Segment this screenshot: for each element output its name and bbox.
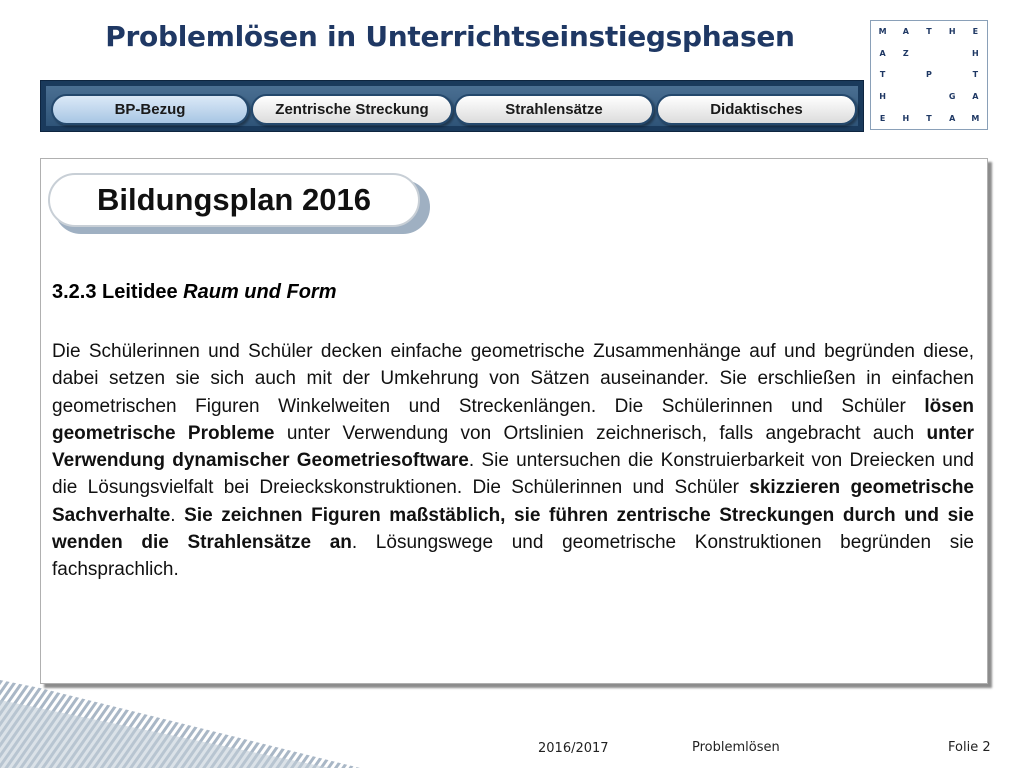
tab-didaktisches[interactable]: Didaktisches [656, 94, 857, 125]
logo-letter: M [971, 113, 980, 123]
logo-letter: H [902, 113, 910, 123]
logo-letter: T [879, 70, 886, 80]
decorative-stripes [0, 680, 360, 768]
logo-letter: H [948, 27, 956, 37]
logo-letter [894, 86, 917, 108]
section-heading-topic: Raum und Form [183, 281, 337, 303]
logo-inner-letter: Z [902, 48, 909, 58]
logo-letter: T [972, 70, 979, 80]
body-text [52, 338, 974, 584]
logo-letter: T [926, 27, 932, 37]
body-text-segment: unter Verwendung von Ortslinien zeichnerisch, falls angebracht auch [274, 422, 927, 444]
logo-letter [917, 86, 940, 108]
logo-letter [941, 64, 964, 86]
logo-letter: A [949, 113, 956, 123]
tab-bp-bezug[interactable]: BP-Bezug [51, 94, 249, 125]
body-text-segment: Die Schülerinnen und Schüler decken einfache geometrische Zusammenhänge auf und begründen diese, dabei setzen sie sich auch mit der Umkehrung von Sätzen auseinander. Sie erschließen in einfachen geometrischen Figuren Winkelweiten und Streckenlängen. Die Schülerinnen und Schüler [52, 341, 974, 417]
body-text-emphasis: unter Verwendung dynamischer Geometriesoftware [52, 422, 974, 472]
body-text-emphasis: lösen geometrische Probleme [52, 395, 974, 444]
footer-slide-number: Folie 2 [948, 740, 991, 755]
logo-letter [917, 43, 940, 65]
logo-letter [941, 43, 964, 65]
bildungsplan-badge: Bildungsplan 2016 [48, 173, 420, 227]
tab-zentrische-streckung[interactable]: Zentrische Streckung [251, 94, 453, 125]
logo-letter: A [879, 48, 886, 58]
logo-letter: H [879, 92, 886, 102]
logo-letter: T [926, 113, 932, 123]
logo-inner-letter: P [926, 70, 932, 80]
navigation-bar-inner [46, 86, 858, 126]
logo-letter: H [972, 48, 979, 58]
logo-letter: E [972, 27, 979, 37]
section-heading [52, 281, 337, 304]
tab-strahlensaetze[interactable]: Strahlensätze [454, 94, 654, 125]
body-text-emphasis: skizzieren geometrische Sachverhalte [52, 477, 974, 526]
logo-inner-letter: G [948, 92, 956, 102]
logo-letter: A [972, 92, 979, 102]
section-heading-number: 3.2.3 Leitidee [52, 281, 184, 303]
navigation-bar [40, 80, 864, 132]
math-logo-grid [870, 20, 988, 130]
logo-letter: M [878, 27, 887, 37]
slide-title: Problemlösen in Unterrichtseinstiegsphasen [105, 20, 795, 53]
logo-letter [894, 64, 917, 86]
body-text-segment: . Sie untersuchen die Konstruierbarkeit von Dreiecken und die Lösungsvielfalt bei Dreieckskonstruktionen. Die Schülerinnen und Schüler [52, 450, 974, 499]
body-text-emphasis: Sie zeichnen Figuren maßstäblich, sie führen zentrische Streckungen durch und sie wenden die Strahlensätze an [52, 504, 974, 554]
logo-letter: E [879, 113, 886, 123]
body-text-segment: . [170, 504, 185, 526]
logo-letter: A [902, 27, 909, 37]
body-text-segment: . Lösungswege und geometrische Konstruktionen begründen sie fachsprachlich. [52, 532, 974, 581]
footer-year: 2016/2017 [538, 741, 609, 756]
footer-topic: Problemlösen [692, 740, 780, 755]
